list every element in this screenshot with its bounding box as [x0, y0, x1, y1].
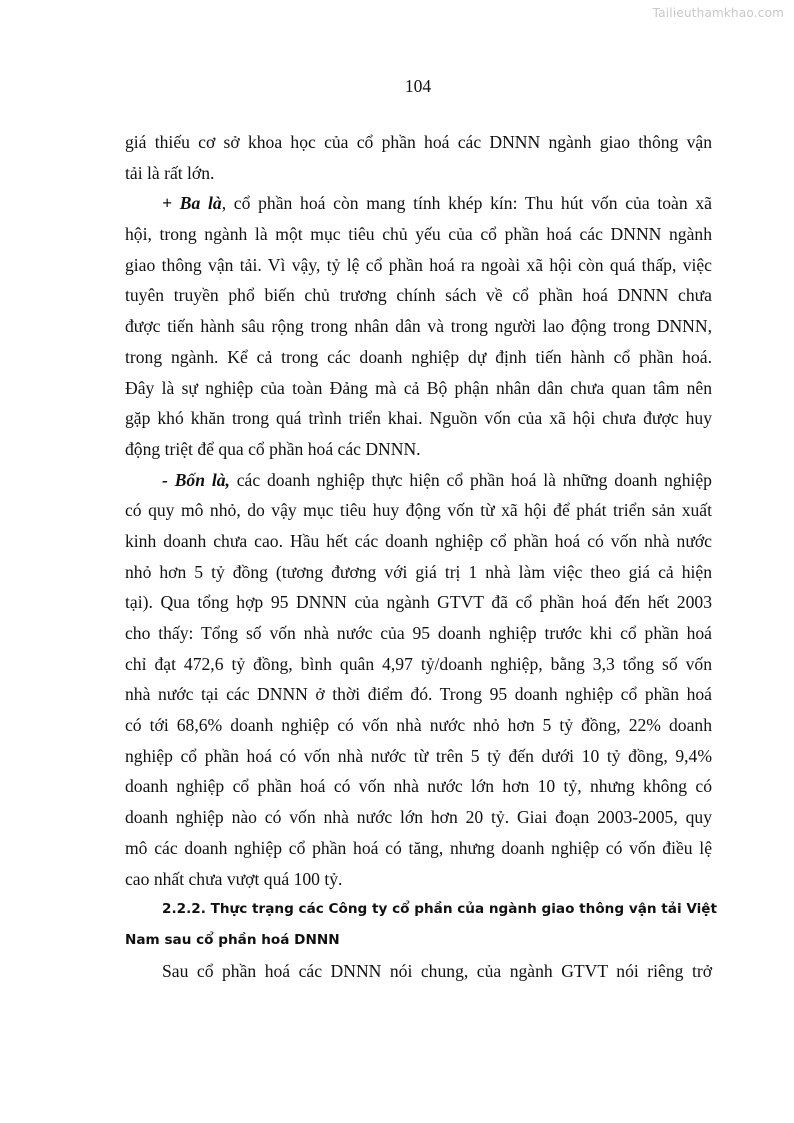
text-line: [125, 465, 712, 496]
text-line: có quy mô nhỏ, do vậy mục tiêu huy động vốn từ xã hội để phát triển sản xuất: [125, 500, 712, 521]
text-line: hội, trong ngành là một mục tiêu chủ yếu của cổ phần hoá các DNNN ngành: [125, 224, 712, 245]
text-line: tại). Qua tổng hợp 95 DNNN của ngành GTVT đã cổ phần hoá đến hết 2003: [125, 592, 712, 613]
page-number: 104: [404, 76, 432, 96]
text-line: chỉ đạt 472,6 tỷ đồng, bình quân 4,97 tỷ/doanh nghiệp, bằng 3,3 tổng số vốn: [125, 653, 712, 674]
text-line: nhà nước tại các DNNN ở thời điểm đó. Trong 95 doanh nghiệp cổ phần hoá: [125, 684, 712, 705]
text-run: , cổ phần hoá còn mang tính khép kín: Thu hút vốn của toàn xã: [221, 193, 712, 214]
heading-line: Nam sau cổ phần hoá DNNN: [125, 931, 340, 948]
paragraph-ba-la: [125, 188, 712, 464]
heading-line: 2.2.2. Thực trạng các Công ty cổ phần của ngành giao thông vận tải Việt: [162, 901, 717, 918]
text-line: nhỏ hơn 5 tỷ đồng (tương đương với giá trị 1 nhà làm việc theo giá cả hiện: [125, 561, 712, 582]
text-line: được tiến hành sâu rộng trong nhân dân và trong người lao động trong DNNN,: [125, 316, 712, 337]
text-line: cao nhất chưa vượt quá 100 tỷ.: [125, 868, 343, 889]
section-heading: [125, 894, 717, 955]
watermark: Tailieuthamkhao.com: [652, 6, 784, 20]
text-line: giao thông vận tải. Vì vậy, tỷ lệ cổ phần hoá ra ngoài xã hội còn quá thấp, việc: [125, 254, 712, 275]
text-line: [125, 188, 712, 219]
paragraph-lead-term: Ba là: [179, 193, 222, 214]
text-line: trong ngành. Kể cả trong các doanh nghiệp dự định tiến hành cổ phần hoá.: [125, 346, 712, 367]
text-line: giá thiếu cơ sở khoa học của cổ phần hoá các DNNN ngành giao thông vận: [125, 132, 712, 152]
text-line: có tới 68,6% doanh nghiệp có vốn nhà nước nhỏ hơn 5 tỷ đồng, 22% doanh: [125, 715, 712, 736]
text-line: tuyên truyền phổ biến chủ trương chính sách về cổ phần hoá DNNN chưa: [125, 285, 712, 306]
text-line: nghiệp cổ phần hoá có vốn nhà nước từ trên 5 tỷ đến dưới 10 tỷ đồng, 9,4%: [125, 745, 712, 766]
paragraph-bon-la: [125, 465, 712, 895]
text-line: Sau cổ phần hoá các DNNN nói chung, của ngành GTVT nói riêng trở: [162, 960, 712, 981]
text-line: doanh nghiệp cổ phần hoá có vốn nhà nước lớn hơn 10 tỷ, nhưng không có: [125, 776, 712, 797]
document-body: [125, 127, 717, 986]
paragraph-lead-term: Bốn là,: [174, 469, 230, 490]
text-line: tải là rất lớn.: [125, 162, 215, 183]
text-line: cho thấy: Tổng số vốn nhà nước của 95 doanh nghiệp trước khi cổ phần hoá: [125, 623, 712, 643]
paragraph-closing: [125, 956, 712, 987]
text-line: động triệt để qua cổ phần hoá các DNNN.: [125, 438, 421, 459]
text-run: các doanh nghiệp thực hiện cổ phần hoá là những doanh nghiệp: [229, 469, 712, 490]
list-marker: +: [162, 193, 180, 214]
text-line: mô các doanh nghiệp cổ phần hoá có tăng, nhưng doanh nghiệp có vốn điều lệ: [125, 837, 712, 858]
text-line: doanh nghiệp nào có vốn nhà nước lớn hơn 20 tỷ. Giai đoạn 2003-2005, quy: [125, 807, 712, 828]
paragraph-continuation: [125, 127, 712, 188]
text-line: gặp khó khăn trong quá trình triển khai. Nguồn vốn của xã hội chưa được huy: [125, 408, 712, 429]
list-marker: -: [162, 469, 175, 490]
text-line: kinh doanh chưa cao. Hầu hết các doanh nghiệp cổ phần hoá có vốn nhà nước: [125, 530, 712, 551]
text-line: Đây là sự nghiệp của toàn Đảng mà cả Bộ phận nhân dân chưa quan tâm nên: [125, 377, 712, 398]
